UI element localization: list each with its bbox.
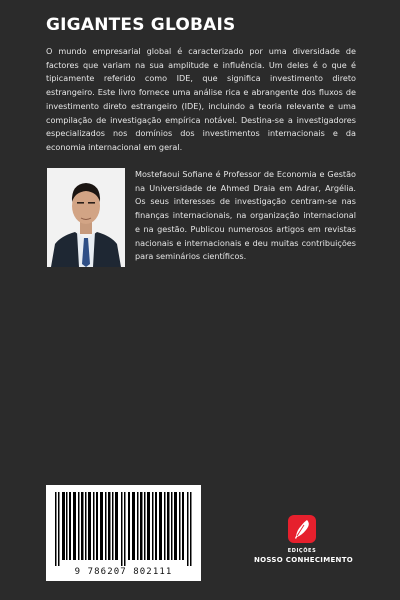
quill-pen-icon [288,515,316,543]
publisher-logo [254,515,354,570]
author-bio: Mostefaoui Sofiane é Professor de Economia e Gestão na Universidade de Ahmed Draia em Adrar, Argélia. Os seus interesses de investigação centram-se nas finanças internacionais, na organização internacional e na gestão. Publicou numerosos artigos em revistas nacionais e internacionais e deu muitas contribuições para seminários científicos. [135,169,356,262]
description-text: O mundo empresarial global é caracterizado por uma diversidade de factores que variam na sua amplitude e influência. Um deles é o que é tipicamente referido como IDE, que significa investimento direto estrangeiro. Este livro fornece uma análise rica e abrangente dos fluxos de investimento direto estrangeiro (IDE), incluindo a teoria relevante e uma compilação de investigação empírica notável. Destina-se a investigadores especializados nos domínios dos investimentos internacionais e da economia internacional em geral. [46,46,356,152]
author-portrait [47,168,125,267]
publisher-name-top: EDIÇÕES [287,548,317,554]
barcode-icon [53,492,194,566]
author-photo [47,168,125,267]
book-title: GIGANTES GLOBAIS [46,15,236,35]
book-description [46,45,356,155]
isbn-barcode [46,485,201,581]
publisher-name-bottom: NOSSO CONHECIMENTO [254,556,354,564]
isbn-number: 9 786207 802111 [74,567,173,577]
